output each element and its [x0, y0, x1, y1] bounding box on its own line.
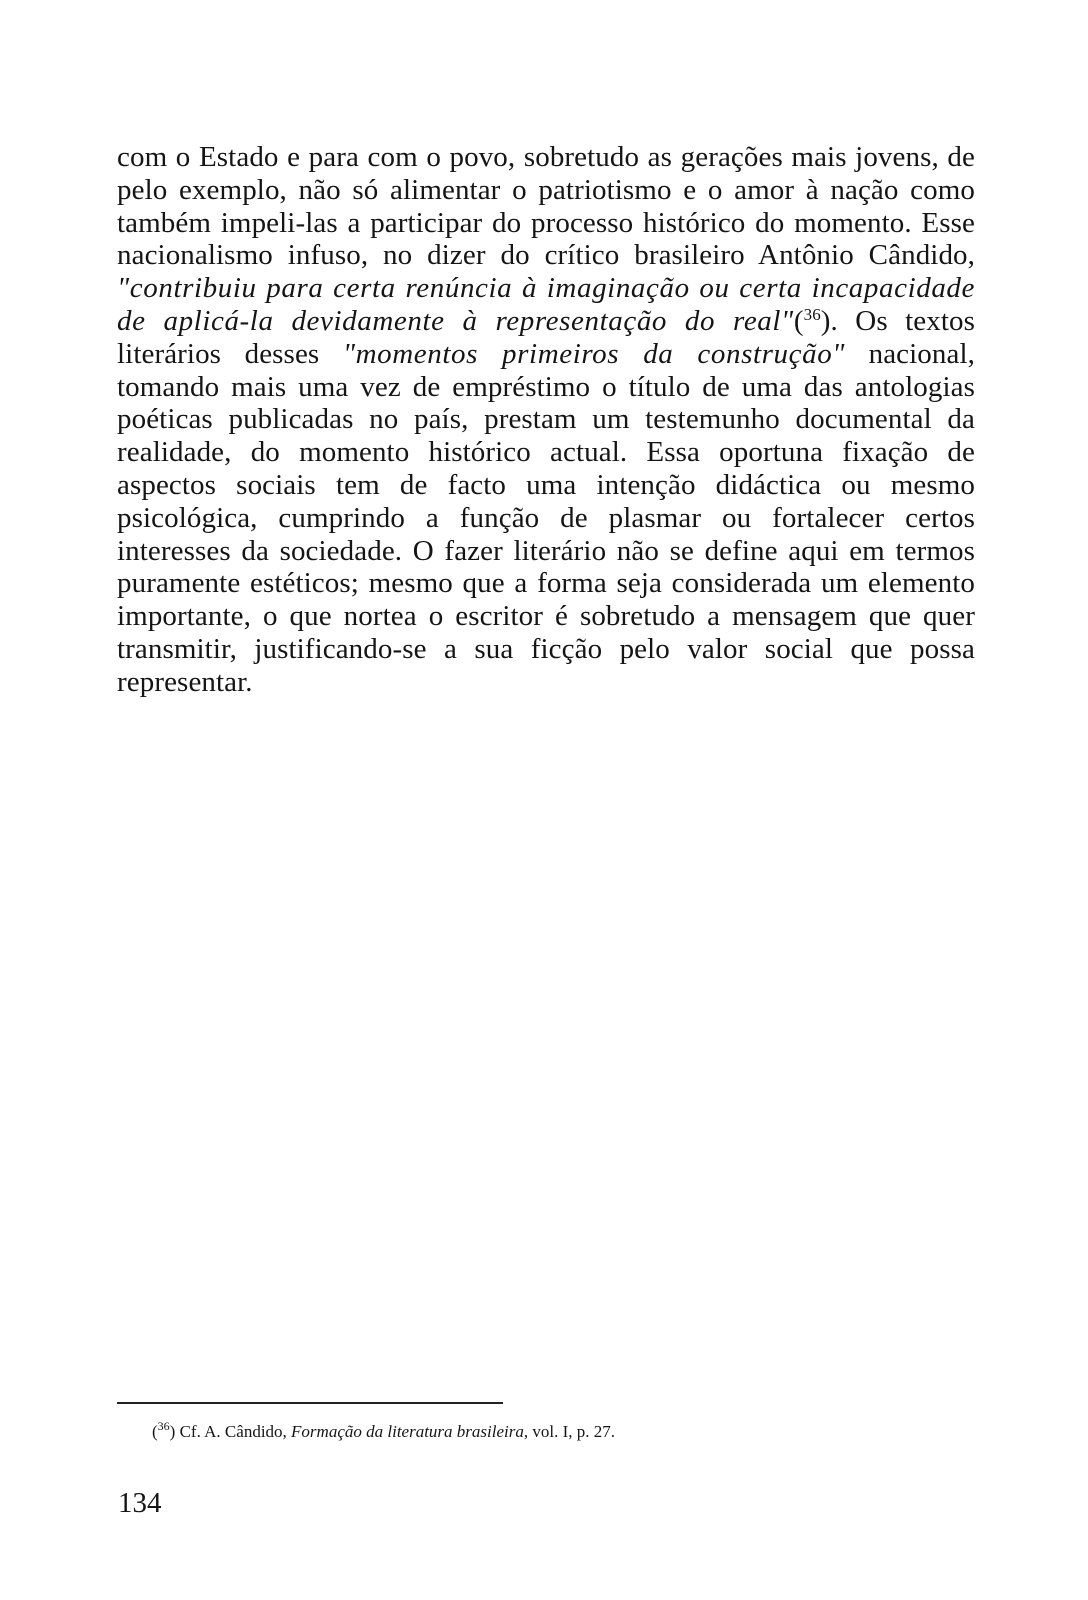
footnote-text: , vol. I, p. 27. — [523, 1422, 615, 1441]
footnote-separator — [117, 1402, 503, 1404]
italic-quotation: "momentos primeiros da construção" — [342, 337, 846, 370]
italic-quotation: "contribuiu para certa renúncia à imaginação ou certa incapacidade de aplicá-la devidamente à representação do real" — [117, 272, 975, 337]
footnote — [152, 1421, 912, 1443]
footnote-number: 36 — [157, 1419, 170, 1433]
citation-open: ( — [793, 304, 804, 337]
page-number: 134 — [118, 1487, 162, 1519]
body-text-segment: Os textos literários desses — [117, 304, 975, 370]
footnote-open: ( — [152, 1422, 158, 1441]
citation-number: 36 — [803, 304, 821, 324]
body-paragraph — [117, 141, 975, 699]
footnote-book-title: Formação da literatura brasileira — [291, 1422, 524, 1441]
footnote-text: Cf. A. Cândido, — [175, 1422, 292, 1441]
citation-close: ). — [820, 304, 838, 337]
body-text-segment: com o Estado e para com o povo, sobretudo as gerações mais jovens, de pelo exemplo, não só alimentar o patriotismo e o amor à nação como também impeli-las a participar do processo histórico do momento. Esse nacionalismo infuso, no dizer do crítico brasileiro Antônio Cândido, — [117, 141, 975, 272]
footnote-close: ) — [169, 1422, 176, 1441]
body-text-segment: nacional, tomando mais uma vez de empréstimo o título de uma das antologias poéticas publicadas no país, prestam um testemunho documental da realidade, do momento histórico actual. Essa oportuna fixação de aspectos sociais tem de facto uma intenção didáctica ou mesmo psicológica, cumprindo a função de plasmar ou fortalecer certos interesses da sociedade. O fazer literário não se define aqui em termos puramente estéticos; mesmo que a forma seja considerada um elemento importante, o que nortea o escritor é sobretudo a mensagem que quer transmitir, justificando-se a sua ficção pelo valor social que possa representar. — [117, 337, 975, 698]
